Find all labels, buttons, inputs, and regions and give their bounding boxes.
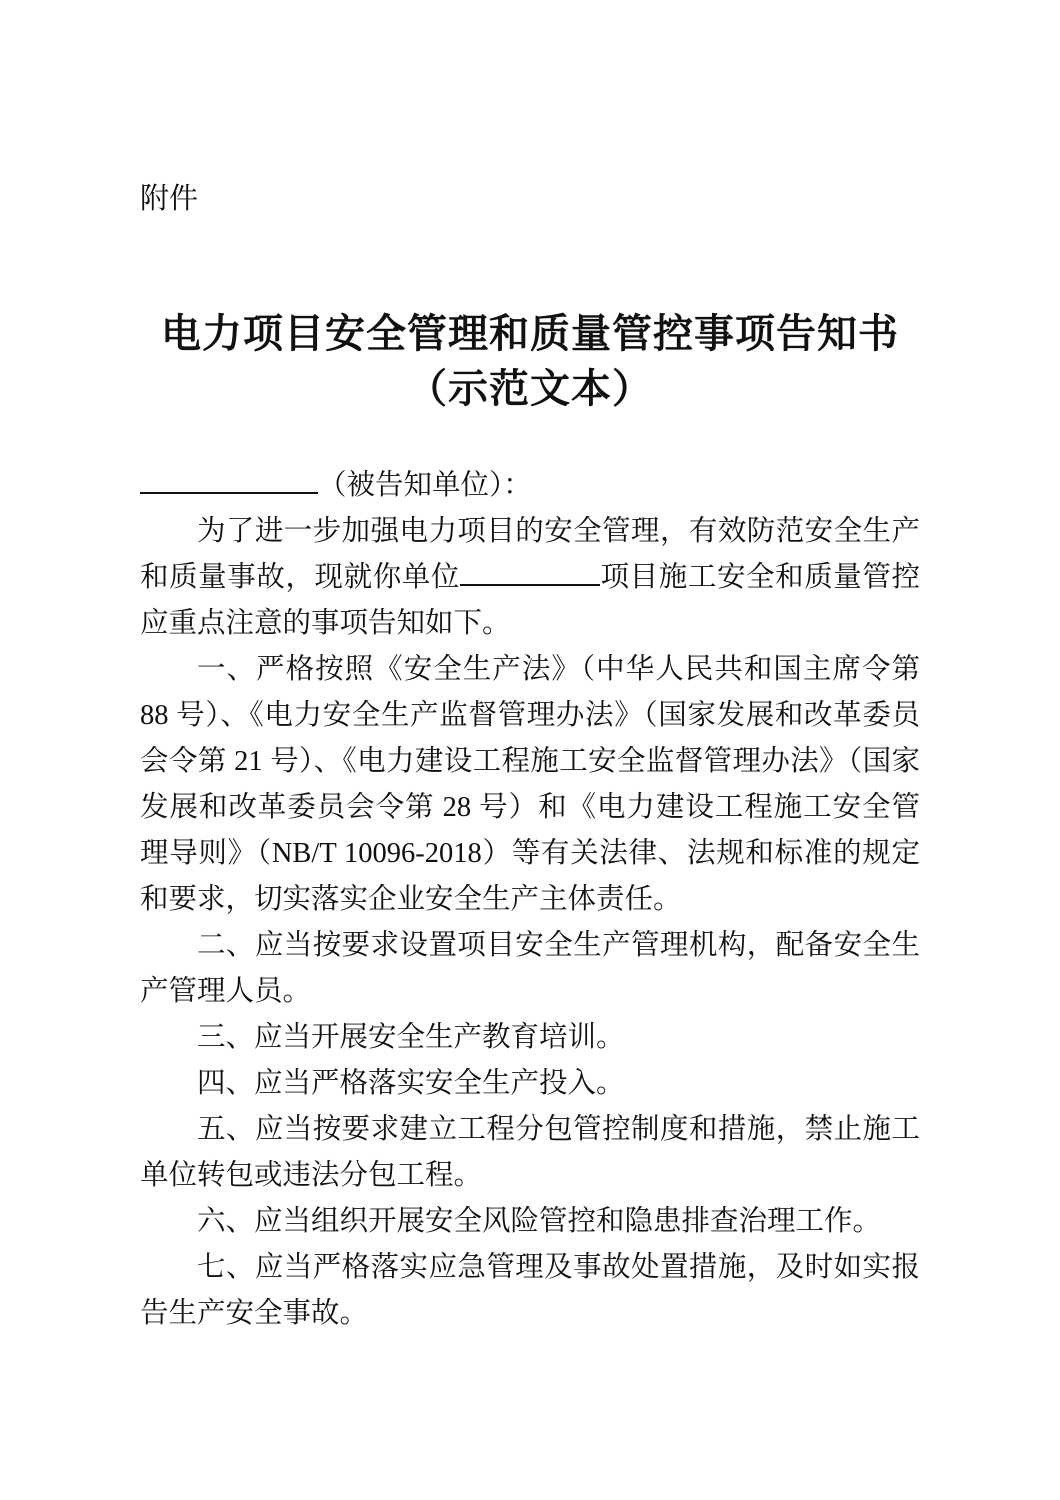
document-title-line1: 电力项目安全管理和质量管控事项告知书	[161, 312, 899, 356]
attachment-label: 附件	[140, 183, 199, 215]
notice-item-3: 三、应当开展安全生产教育培训。	[197, 1022, 625, 1053]
notice-item-1: 一、严格按照《安全生产法》（中华人民共和国主席令第 88 号）、《电力安全生产监督管理办法》（国家发展和改革委员会令第 21 号）、《电力建设工程施工安全监督管理办法》（国家发展和改革委员会令第 28 号）和《电力建设工程施工安全管理导则》（NB/T 10096-2018）等有关法律、法规和标准的规定和要求，切实落实企业安全生产主体责任。	[140, 654, 920, 915]
intro-text-after-blank: 项目施工安全和质量管控应重点注意的事项告知如下。	[140, 562, 920, 639]
document-body	[140, 463, 920, 1337]
document-title-line2: （示范文本）	[407, 367, 653, 411]
notice-item-6: 六、应当组织开展安全风险管控和隐患排查治理工作。	[197, 1206, 882, 1237]
recipient-line	[140, 463, 920, 509]
recipient-label: （被告知单位）：	[318, 470, 532, 501]
project-name-blank-field	[460, 557, 600, 586]
intro-paragraph	[140, 509, 920, 647]
intro-text-before-blank: 为了进一步加强电力项目的安全管理，有效防范安全生产和质量事故，现就你单位	[140, 516, 920, 593]
notice-item-2: 二、应当按要求设置项目安全生产管理机构，配备安全生产管理人员。	[140, 930, 920, 1007]
notice-item-5: 五、应当按要求建立工程分包管控制度和措施，禁止施工单位转包或违法分包工程。	[140, 1114, 920, 1191]
notice-item-7: 七、应当严格落实应急管理及事故处置措施，及时如实报告生产安全事故。	[140, 1252, 920, 1329]
recipient-blank-field	[140, 465, 318, 494]
document-title	[140, 307, 920, 417]
notice-item-4: 四、应当严格落实安全生产投入。	[197, 1068, 625, 1099]
